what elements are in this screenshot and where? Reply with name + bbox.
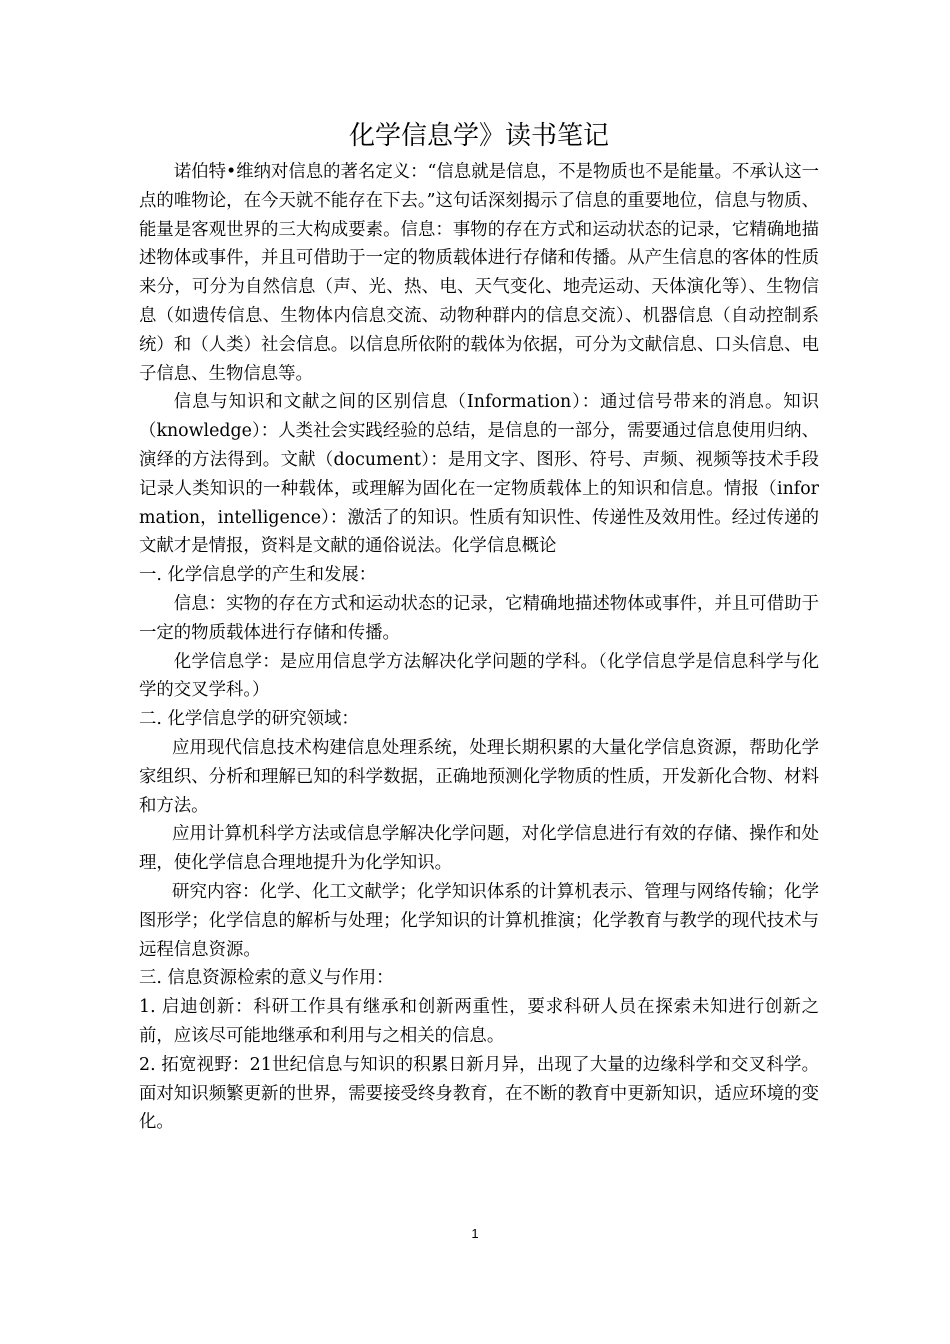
section-heading-1: 一. 化学信息学的产生和发展： (139, 565, 377, 586)
document-title: 化学信息学》读书笔记 (348, 121, 609, 151)
paragraph-4: 化学信息学：是应用信息学方法解决化学问题的学科。（化学信息学是信息科学与化学的交叉学科。） (139, 651, 819, 701)
paragraph-3: 信息：实物的存在方式和运动状态的记录，它精确地描述物体或事件，并且可借助于一定的物质载体进行存储和传播。 (139, 593, 819, 643)
paragraph-1: 诺伯特•维纳对信息的著名定义：“信息就是信息，不是物质也不是能量。不承认这一点的唯物论，在今天就不能存在下去。”这句话深刻揭示了信息的重要地位，信息与物质、能量是客观世界的三大构成要素。信息：事物的存在方式和运动状态的记录，它精确地描述物体或事件，并且可借助于一定的物质载体进行存储和传播。从产生信息的客体的性质来分，可分为自然信息（声、光、热、电、天气变化、地壳运动、天体演化等）、生物信息（如遗传信息、生物体内信息交流、动物种群内的信息交流）、机器信息（自动控制系统）和（人类）社会信息。以信息所依附的载体为依据，可分为文献信息、口头信息、电子信息、生物信息等。 (139, 162, 820, 384)
paragraph-5: 应用现代信息技术构建信息处理系统，处理长期积累的大量化学信息资源，帮助化学家组织、分析和理解已知的科学数据，正确地预测化学物质的性质，开发新化合物、材料和方法。 (139, 737, 819, 816)
page-number: 1 (471, 1226, 479, 1241)
list-item-2: 2. 拓宽视野：21世纪信息与知识的积累日新月异，出现了大量的边缘科学和交叉科学。面对知识频繁更新的世界，需要接受终身教育，在不断的教育中更新知识，适应环境的变化。 (139, 1054, 819, 1133)
paragraph-6: 应用计算机科学方法或信息学解决化学问题，对化学信息进行有效的存储、操作和处理，使化学信息合理地提升为化学知识。 (139, 824, 819, 874)
list-item-1: 1. 启迪创新：科研工作具有继承和创新两重性，要求科研人员在探索未知进行创新之前，应该尽可能地继承和利用与之相关的信息。 (139, 997, 819, 1046)
section-heading-3: 三. 信息资源检索的意义与作用： (139, 968, 394, 989)
section-heading-2: 二. 化学信息学的研究领域： (139, 709, 359, 730)
paragraph-2: 信息与知识和文献之间的区别信息（Information）：通过信号带来的消息。知识（knowledge）：人类社会实践经验的总结，是信息的一部分，需要通过信息使用归纳、演绎的方法得到。文献（document）：是用文字、图形、符号、声频、视频等技术手段记录人类知识的一种载体，或理解为固化在一定物质载体上的知识和信息。情报（information，intelligence）：激活了的知识。性质有知识性、传递性及效用性。经过传递的文献才是情报，资料是文献的通俗说法。化学信息概论 (139, 392, 819, 557)
paragraph-7: 研究内容：化学、化工文献学；化学知识体系的计算机表示、管理与网络传输；化学图形学；化学信息的解析与处理；化学知识的计算机推演；化学教育与教学的现代技术与远程信息资源。 (139, 881, 819, 960)
document-body (139, 118, 819, 1137)
